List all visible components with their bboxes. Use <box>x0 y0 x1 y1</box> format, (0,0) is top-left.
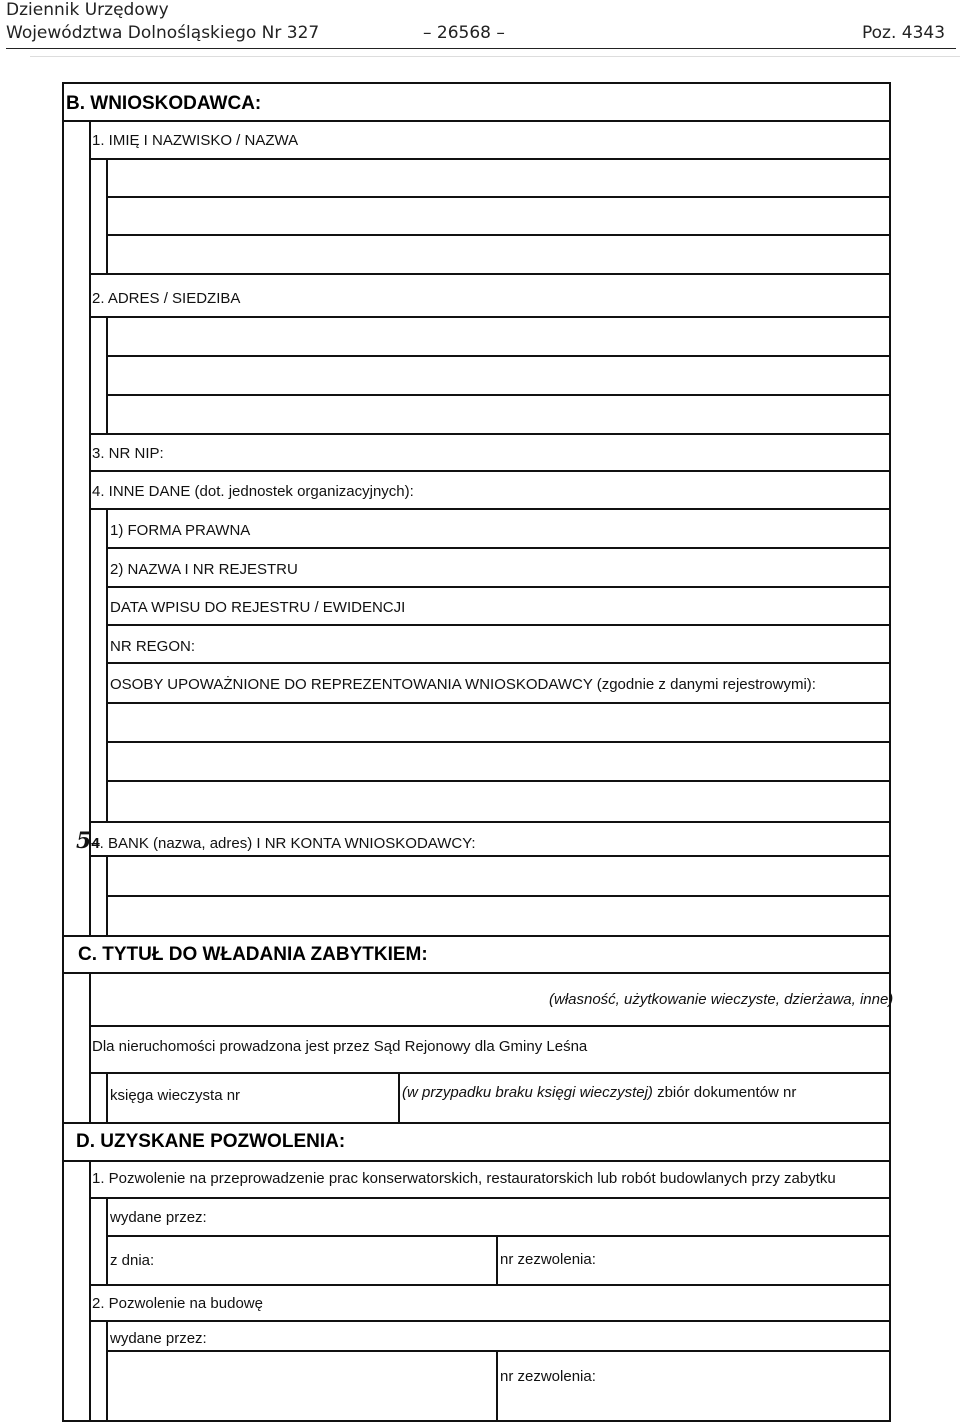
authorized-persons-label: OSOBY UPOWAŻNIONE DO REPREZENTOWANIA WNIOSKODAWCY (zgodnie z danymi rejestrowymi): <box>110 676 816 693</box>
journal-title: Dziennik Urzędowy <box>6 0 169 20</box>
ownership-hint: (własność, użytkowanie wieczyste, dzierżawa, inne) <box>549 991 894 1008</box>
applicant-name-field[interactable] <box>108 160 888 272</box>
court-label: Dla nieruchomości prowadzona jest przez Sąd Rejonowy dla Gminy Leśna <box>92 1038 588 1055</box>
ownership-field[interactable] <box>92 975 532 1023</box>
issued-by-field-2[interactable] <box>220 1322 888 1348</box>
page-number: – 26568 – <box>423 23 505 43</box>
land-register-label: księga wieczysta nr <box>110 1087 241 1104</box>
register-date-label: DATA WPISU DO REJESTRU / EWIDENCJI <box>110 599 406 616</box>
item-number-struck: 4 <box>91 835 100 852</box>
header-rule <box>6 48 956 49</box>
section-d-title: D. UZYSKANE POZWOLENIA: <box>76 1131 346 1152</box>
doc-collection-note: (w przypadku braku księgi wieczystej) <box>402 1084 653 1101</box>
bank-field[interactable] <box>108 857 888 934</box>
regon-label: NR REGON: <box>110 638 196 655</box>
permit-date-field[interactable] <box>165 1237 493 1283</box>
nip-field[interactable] <box>180 436 880 468</box>
header-rule-faint <box>30 56 960 57</box>
permit-date-label: z dnia: <box>110 1252 155 1269</box>
applicant-address-field[interactable] <box>108 318 888 432</box>
permit-number-label-1: nr zezwolenia: <box>500 1251 596 1268</box>
permit-number-label-2: nr zezwolenia: <box>500 1368 596 1385</box>
conservation-permit-label: 1. Pozwolenie na przeprowadzenie prac konserwatorskich, restauratorskich lub robót budowlanych przy zabytku <box>92 1170 836 1187</box>
permit-number-field-1[interactable] <box>600 1237 888 1283</box>
voivodeship-issue: Województwa Dolnośląskiego Nr 327 <box>6 23 320 43</box>
permit-number-field-2[interactable] <box>600 1352 888 1418</box>
other-data-label: 4. INNE DANE (dot. jednostek organizacyjnych): <box>92 483 414 500</box>
applicant-address-label: 2. ADRES / SIEDZIBA <box>92 290 241 307</box>
position-number: Poz. 4343 <box>862 23 946 43</box>
issued-by-field-1[interactable] <box>220 1199 888 1233</box>
section-b-title: B. WNIOSKODAWCA: <box>66 93 262 114</box>
authorized-persons-field[interactable] <box>108 704 888 820</box>
doc-collection-label: (w przypadku braku księgi wieczystej) zbiór dokumentów nr <box>402 1084 797 1101</box>
bank-label <box>76 828 476 854</box>
issued-by-label-1: wydane przez: <box>110 1209 207 1226</box>
land-register-field[interactable] <box>250 1074 396 1120</box>
item-number-handwritten: 5 <box>76 828 92 854</box>
issued-by-label-2: wydane przez: <box>110 1330 207 1347</box>
building-permit-label: 2. Pozwolenie na budowę <box>92 1295 263 1312</box>
register-name-label: 2) NAZWA I NR REJESTRU <box>110 561 298 578</box>
nip-label: 3. NR NIP: <box>92 445 164 462</box>
applicant-name-label: 1. IMIĘ I NAZWISKO / NAZWA <box>92 132 299 149</box>
legal-form-label: 1) FORMA PRAWNA <box>110 522 251 539</box>
bank-label-text: . BANK (nazwa, adres) I NR KONTA WNIOSKODAWCY: <box>99 835 476 852</box>
section-c-title: C. TYTUŁ DO WŁADANIA ZABYTKIEM: <box>78 944 428 965</box>
